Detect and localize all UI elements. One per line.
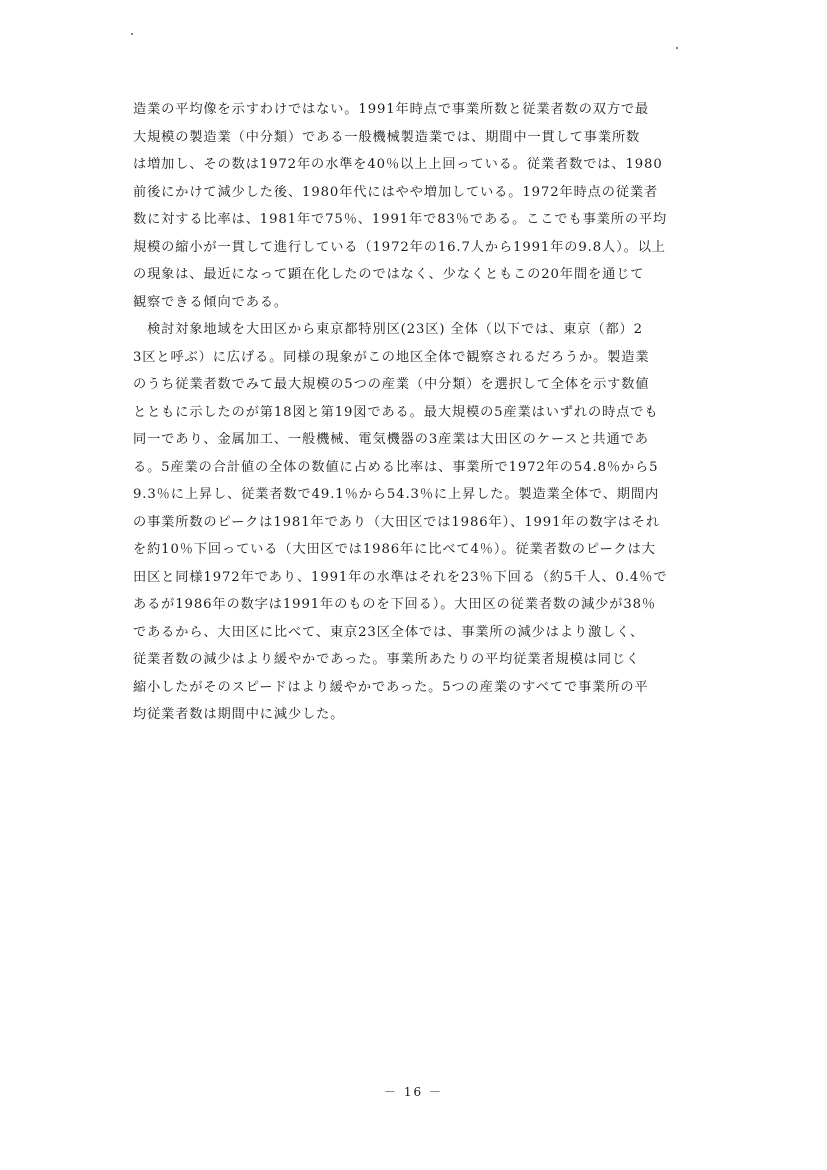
page-number: － 16 － xyxy=(384,1085,443,1099)
text-line: 前後にかけて減少した後、1980年代にはやや増加している。1972年時点の従業者 xyxy=(133,184,659,200)
text-line: あるが1986年の数字は1991年のものを下回る）。大田区の従業者数の減少が38％ xyxy=(133,597,657,612)
body-text xyxy=(133,96,725,729)
text-line: 従業者数の減少はより緩やかであった。事業所あたりの平均従業者規模は同じく xyxy=(133,652,641,667)
scan-speck xyxy=(676,47,678,49)
text-line: は増加し、その数は1972年の水準を40％以上上回っている。従業者数では、1980 xyxy=(133,157,663,172)
text-line: 造業の平均像を示すわけではない。1991年時点で事業所数と従業者数の双方で最 xyxy=(133,102,650,117)
text-line: 9.3％に上昇し、従業者数で49.1％から54.3％に上昇した。製造業全体で、期間内 xyxy=(133,487,660,502)
text-line: 規模の縮小が一貫して進行している（1972年の16.7人から1991年の9.8人）。以上 xyxy=(133,239,666,255)
text-line: 縮小したがそのスピードはより緩やかであった。5つの産業のすべてで事業所の平 xyxy=(133,679,649,695)
scan-speck xyxy=(131,33,133,35)
text-line: の事業所数のピークは1981年であり（大田区では1986年）、1991年の数字はそれ xyxy=(133,514,660,530)
text-line: であるから、大田区に比べて、東京23区全体では、事業所の減少はより激しく、 xyxy=(133,624,645,640)
text-line: る。5産業の合計値の全体の数値に占める比率は、事業所で1972年の54.8％から5 xyxy=(133,459,659,475)
text-line: 均従業者数は期間中に減少した。 xyxy=(133,707,345,722)
text-line: を約10％下回っている（大田区では1986年に比べて4％）。従業者数のピークは大 xyxy=(133,542,656,557)
text-line: 大規模の製造業（中分類）である一般機械製造業では、期間中一貫して事業所数 xyxy=(133,129,641,145)
text-line: 田区と同様1972年であり、1991年の水準はそれを23％下回る（約5千人、0.4％で xyxy=(133,569,668,585)
text-line: とともに示したのが第18図と第19図である。最大規模の5産業はいずれの時点でも xyxy=(133,404,659,420)
text-line: 観察できる傾向である。 xyxy=(133,294,288,310)
text-line: の現象は、最近になって顕在化したのではなく、少なくともこの20年間を通じて xyxy=(133,267,645,282)
text-line: 数に対する比率は、1981年で75％、1991年で83％である。ここでも事業所の平均 xyxy=(133,212,668,227)
text-line: 3区と呼ぶ）に広げる。同様の現象がこの地区全体で観察されるだろうか。製造業 xyxy=(133,349,650,365)
text-line: のうち従業者数でみて最大規模の5つの産業（中分類）を選択して全体を示す数値 xyxy=(133,377,650,392)
text-line: 検討対象地域を大田区から東京都特別区(23区) 全体（以下では、東京（都）2 xyxy=(133,322,643,337)
text-line: 同一であり、金属加工、一般機械、電気機器の3産業は大田区のケースと共通であ xyxy=(133,432,649,447)
